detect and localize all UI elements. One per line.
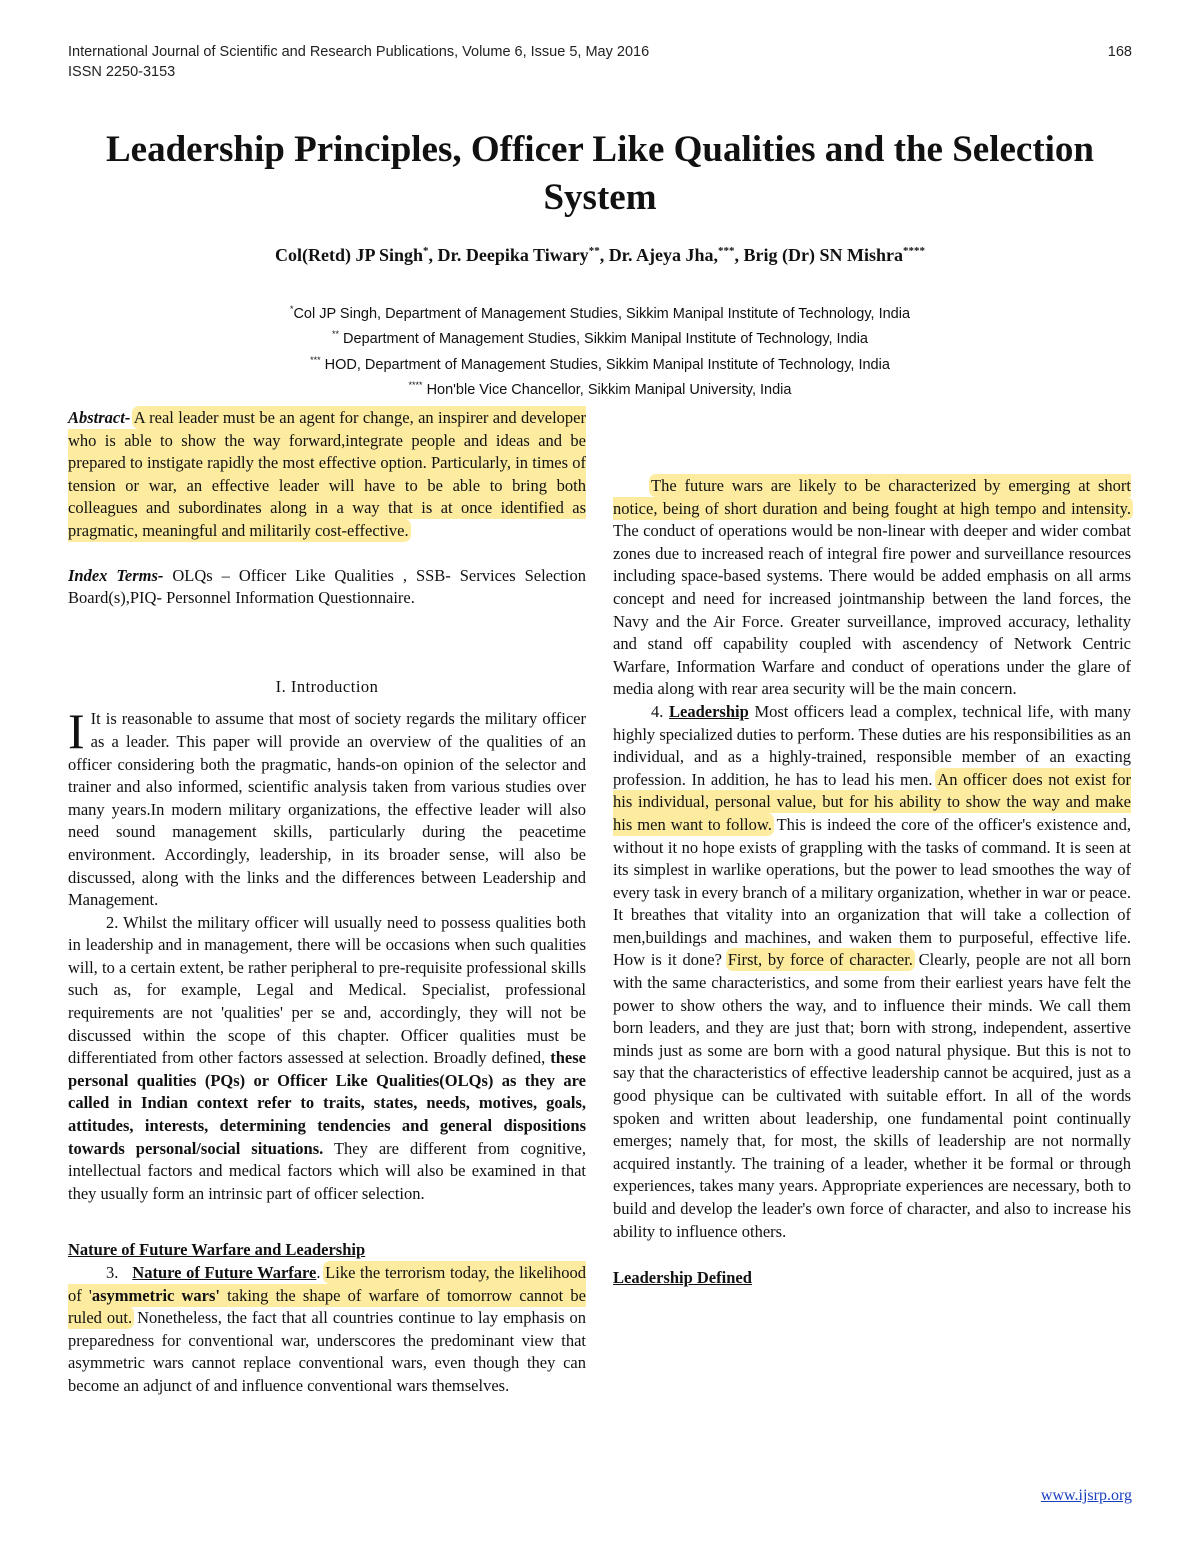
author-mark: * — [423, 245, 429, 257]
affiliation-text: HOD, Department of Management Studies, Sikkim Manipal Institute of Technology, India — [324, 356, 890, 373]
left-column — [68, 407, 586, 1398]
leadership-highlight-1: An officer does not exist for his individual, personal value, but for his ability to show the way and make his men want to follow. — [613, 769, 1132, 834]
leadership-subhead: Leadership — [669, 701, 749, 721]
author-mark: **** — [903, 245, 926, 257]
para-number: 4. — [651, 701, 664, 721]
author-mark: ** — [588, 245, 600, 257]
affiliation-text: Hon'ble Vice Chancellor, Sikkim Manipal University, India — [426, 381, 792, 398]
hl-text: taking the shape of warfare of tomorrow cannot be ruled out. — [68, 1285, 586, 1328]
author-mark: *** — [718, 245, 735, 257]
affiliation-mark: ** — [331, 329, 339, 340]
abstract — [68, 407, 586, 543]
affiliation-mark: **** — [408, 379, 423, 390]
future-warfare-paragraph: 3. Nature of Future Warfare. Like the terrorism today, the likelihood of 'asymmetric wars' taking the shape of warfare of tomorrow cannot be ruled out. Nonetheless, the fact that all countries continue to lay emphasis on preparedness for conventional war, underscores the predominant view that asymmetric wars cannot replace conventional wars, even though they can become an adjunct of and influence conventional wars themselves. — [68, 1263, 587, 1395]
affiliation-text: Col JP Singh, Department of Management Studies, Sikkim Manipal Institute of Technology, India — [293, 305, 911, 322]
intro-p2-end: They are different from cognitive, intellectual factors and medical factors which will also be examined in that they usually form an intrinsic part of officer selection. — [68, 1138, 586, 1203]
index-terms-label: Index Terms- — [68, 565, 164, 585]
abstract-text-highlight: A real leader must be an agent for change, an inspirer and developer who is able to show the way forward,integrate people and ideas and be prepared to instigate rapidly the most effective option. Particularly, in times of tension or war, an effective leader will have to be able to bring both colleagues and subordinates along in a way that is at once identified as pragmatic, meaningful and militarily cost-effective. — [68, 408, 586, 540]
affiliation-mark: *** — [310, 354, 321, 365]
affiliation-mark: * — [289, 304, 294, 314]
affiliations — [60, 299, 1140, 400]
right-column — [613, 475, 1131, 1290]
author-name: Dr. Ajeya Jha, — [608, 245, 719, 265]
future-wars-rest: The conduct of operations would be non-linear with deeper and wider combat zones due to increased reach of integral fire power and surveillance resources including space-based systems. There would be added emphasis on all arms concept and need for increased jointmanship between the land forces, the Navy and the Air Force. Greater surveillance, improved accuracy, lethality and stand off capability coupled with ascendency of Network Centric Warfare, Information Warfare and conduct of operations under the glare of media along with rear area security will be the main concern. — [613, 521, 1131, 699]
dropcap: I — [68, 703, 85, 760]
intro-p1-text: It is reasonable to assume that most of society regards the military officer as a leader. This paper will provide an overview of the qualities of an officer considering both the pragmatic, hands-on opinion of the selector and trainer and also informed, scientific analysis taken from various studies over many years.In modern military organizations, the effective leader will also need sound management skills, particularly during the peacetime environment. Accordingly, leadership, in its broader sense, will also be discussed, along with the links and the differences between Leadership and Management. — [68, 709, 586, 910]
paper-title: Leadership Principles, Officer Like Qualities and the Selection System — [106, 129, 1094, 218]
abstract-label: Abstract- — [68, 408, 131, 427]
para-number: 3. — [106, 1263, 119, 1282]
affiliation-text: Department of Management Studies, Sikkim Manipal Institute of Technology, India — [343, 331, 868, 348]
journal-line: International Journal of Scientific and Research Publications, Volume 6, Issue 5, May 2016 — [68, 44, 650, 60]
intro-paragraph-2 — [68, 912, 586, 1206]
leadership-text-1: Most officers lead a complex, technical life, with many highly specialized duties to perform. These duties are his responsibilities as an individual, and as a highly-trained, responsible member of an exacting profession. In addition, he has to lead his men. — [613, 701, 1132, 789]
future-wars-highlight: The future wars are likely to be characterized by emerging at short notice, being of short duration and being fought at high tempo and intensity. — [613, 476, 1131, 518]
page-number: 168 — [1107, 44, 1132, 60]
leadership-text-2: This is indeed the core of the officer's existence and, without it no hope exists of grappling with the tasks of command. It is seen at its simplest in warlike operations, but the power to lead smoothes the way of every task in every branch of a military organization, whether in war or peace. It breathes that vitality into an organization that will take a collection of men,buildings and machines, and waken them to purposeful, effective life. How is it done? — [613, 814, 1131, 970]
intro-p2-bold: these personal qualities (PQs) or Officer Like Qualities(OLQs) as they are called in Indian context refer to traits, states, needs, motives, goals, attitudes, interests, determining tendencies and general dispositions towards personal/social situations. — [68, 1048, 587, 1158]
author-list: Col(Retd) JP Singh*, Dr. Deepika Tiwary**, Dr. Ajeya Jha,***, Brig (Dr) SN Mishra**** — [274, 245, 926, 265]
affiliation-line — [60, 350, 1140, 375]
leadership-paragraph — [613, 701, 1131, 1243]
future-warfare-rest: Nonetheless, the fact that all countries continue to lay emphasis on preparedness for conventional war, underscores the predominant view that asymmetric wars cannot replace conventional wars, even though they can become an adjunct of and influence conventional wars themselves. — [68, 1308, 586, 1395]
affiliation-line — [60, 299, 1140, 324]
footer-link[interactable]: www.ijsrp.org — [1040, 1487, 1132, 1504]
intro-p2-start: 2. Whilst the military officer will usually need to possess qualities both in leadership and in management, there will be occasions when such qualities will, to a certain extent, be rather peripheral to pre-requisite professional skills such as, for example, Legal and Medical. Specialist, professional requirements are not 'qualities' per se and, accordingly, they will not be discussed within the scope of this chapter. Officer qualities must be differentiated from other factors assessed at selection. Broadly defined, — [68, 912, 586, 1068]
author-name: Brig (Dr) SN Mishra — [743, 245, 904, 265]
section-heading-leadership-defined: Leadership Defined — [613, 1268, 752, 1288]
section-heading-future-warfare: Nature of Future Warfare and Leadership — [68, 1240, 366, 1260]
affiliation-line — [60, 324, 1140, 349]
leadership-highlight-2: First, by force of character. — [727, 950, 913, 970]
future-wars-paragraph — [613, 475, 1131, 701]
hl-text: Like the terrorism today, the likelihood of ' — [68, 1263, 587, 1305]
issn-line: ISSN 2250-3153 — [68, 64, 176, 80]
section-heading-introduction: I. Introduction — [275, 676, 379, 696]
index-terms-text: OLQs – Officer Like Qualities , SSB- Services Selection Board(s),PIQ- Personnel Information Questionnaire. — [68, 565, 586, 608]
intro-paragraph-1 — [68, 703, 586, 911]
index-terms — [68, 565, 586, 610]
author-name: Dr. Deepika Tiwary — [437, 245, 589, 265]
author-name: Col(Retd) JP Singh — [274, 245, 423, 265]
hl-bold-text: asymmetric wars' — [91, 1285, 221, 1305]
leadership-text-3: Clearly, people are not all born with the same characteristics, and some from their earliest years have felt the power to show others the way, and to influence their minds. We call them born leaders, and they are just that; born with strong, independent, assertive minds just as some are born with a good natural physique. But this is not to say that the characteristics of effective leadership cannot be acquired, just as a good physique can be cultivated with suitable effort. In all of the words spoken and written about leadership, one fundamental point continually emerges; namely that, for most, the skills of leadership are not normally acquired instantly. The training of a leader, whether it be formal or through experiences, takes many years. Appropriate experiences are necessary, both to build and develop the leader's own force of character, and also to increase his ability to influence others. — [613, 950, 1132, 1241]
affiliation-line — [60, 375, 1140, 400]
future-warfare-subhead: Nature of Future Warfare — [132, 1263, 317, 1282]
running-header — [68, 42, 1132, 82]
